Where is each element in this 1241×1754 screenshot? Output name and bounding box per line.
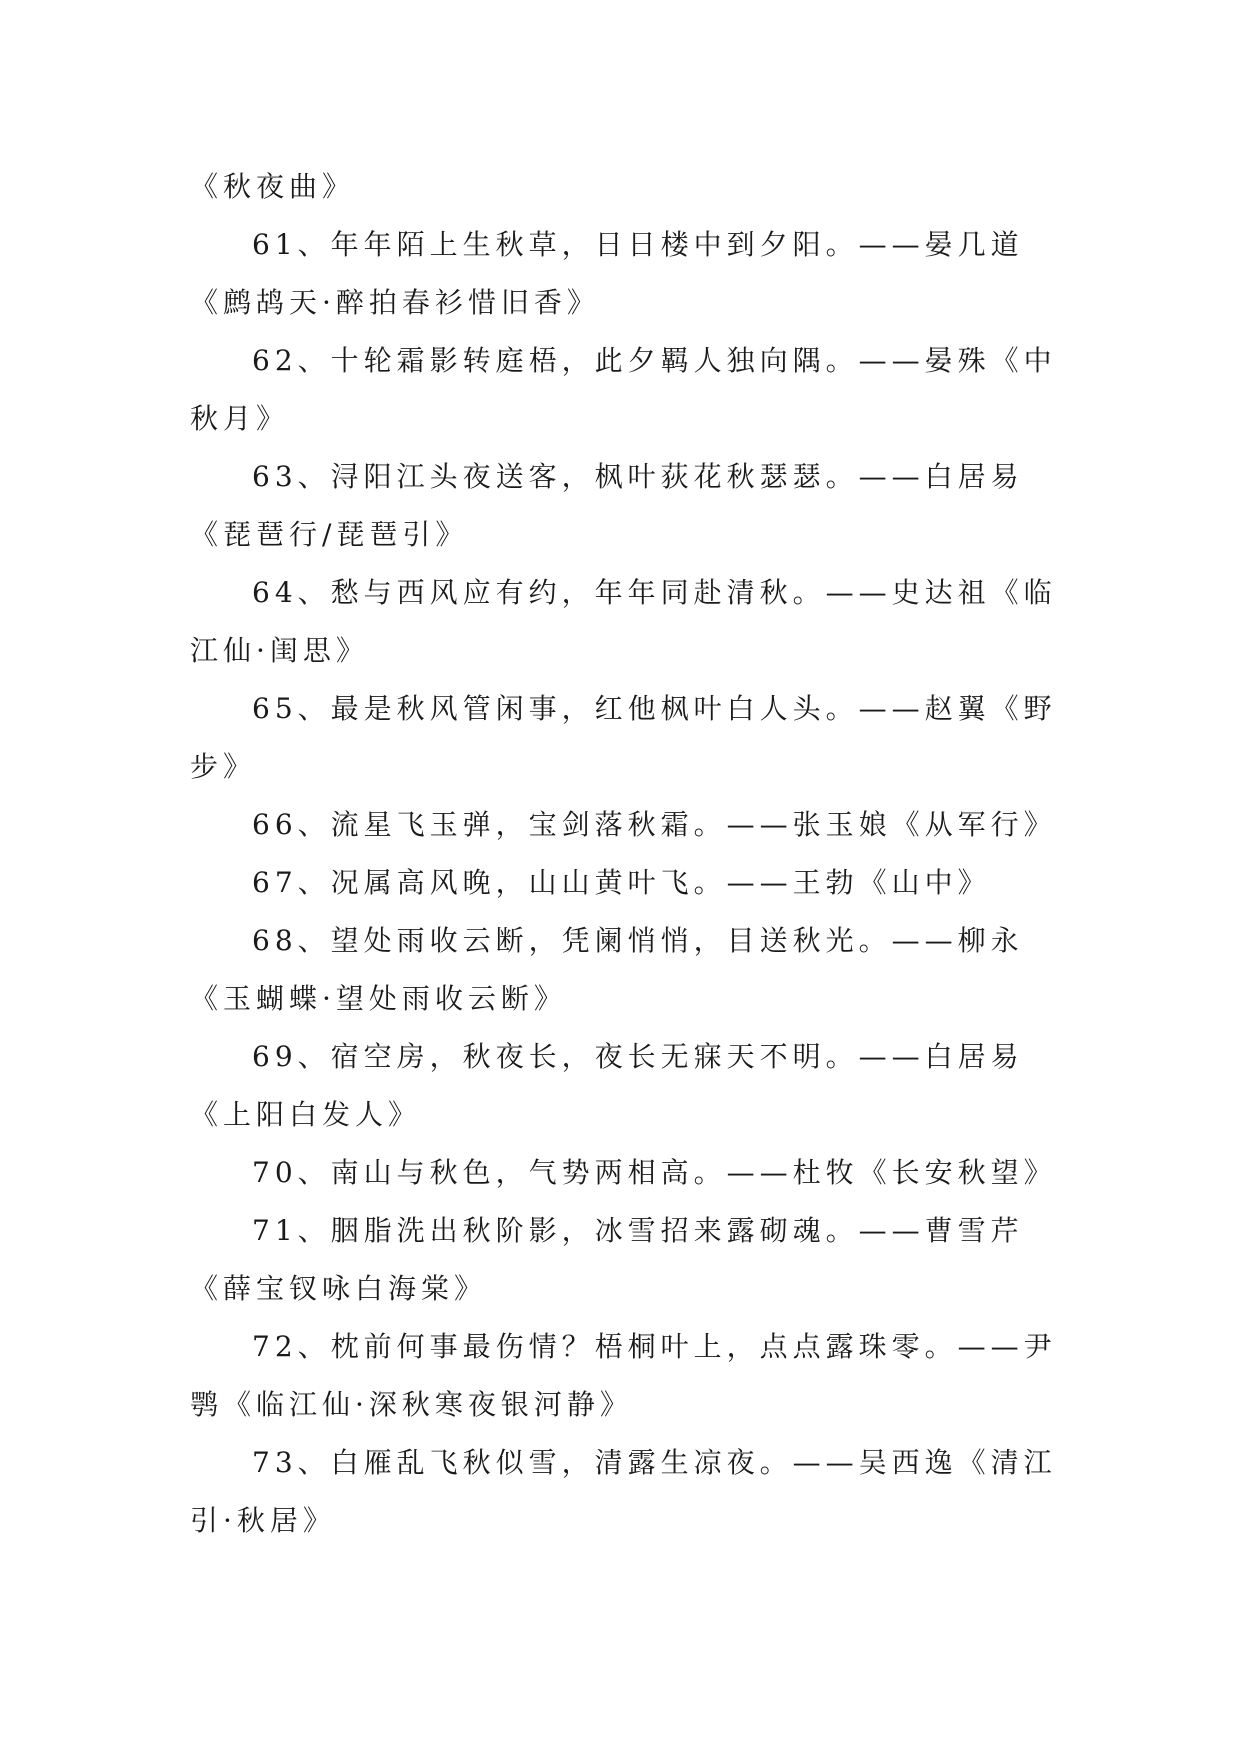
- poem-entry-70: 70、南山与秋色，气势两相高。——杜牧《长安秋望》: [252, 1156, 1057, 1189]
- poem-entry-61: 61、年年陌上生秋草，日日楼中到夕阳。——晏几道《鹧鸪天·醉拍春衫惜旧香》: [190, 228, 1024, 319]
- title-line: 《秋夜曲》: [190, 170, 356, 203]
- poem-entry-69: 69、宿空房，秋夜长，夜长无寐天不明。——白居易《上阳白发人》: [190, 1040, 1024, 1131]
- poem-entry-66: 66、流星飞玉弹，宝剑落秋霜。——张玉娘《从军行》: [252, 808, 1057, 841]
- poem-entry-72: 72、枕前何事最伤情？梧桐叶上，点点露珠零。——尹鹗《临江仙·深秋寒夜银河静》: [190, 1330, 1057, 1421]
- poem-entry-64: 64、愁与西风应有约，年年同赴清秋。——史达祖《临江仙·闺思》: [190, 576, 1057, 667]
- poem-entry-68: 68、望处雨收云断，凭阑悄悄，目送秋光。——柳永《玉蝴蝶·望处雨收云断》: [190, 924, 1024, 1015]
- poem-entry-65: 65、最是秋风管闲事，红他枫叶白人头。——赵翼《野步》: [190, 692, 1057, 783]
- poem-entry-63: 63、浔阳江头夜送客，枫叶荻花秋瑟瑟。——白居易《琵琶行/琵琶引》: [190, 460, 1024, 551]
- poem-entry-62: 62、十轮霜影转庭梧，此夕羁人独向隅。——晏殊《中秋月》: [190, 344, 1057, 435]
- poem-entry-73: 73、白雁乱飞秋似雪，清露生凉夜。——吴西逸《清江引·秋居》: [190, 1446, 1057, 1537]
- poem-list: [190, 158, 1060, 1550]
- poem-entry-71: 71、胭脂洗出秋阶影，冰雪招来露砌魂。——曹雪芹《薛宝钗咏白海棠》: [190, 1214, 1024, 1305]
- poem-entry-67: 67、况属高风晚，山山黄叶飞。——王勃《山中》: [252, 866, 991, 899]
